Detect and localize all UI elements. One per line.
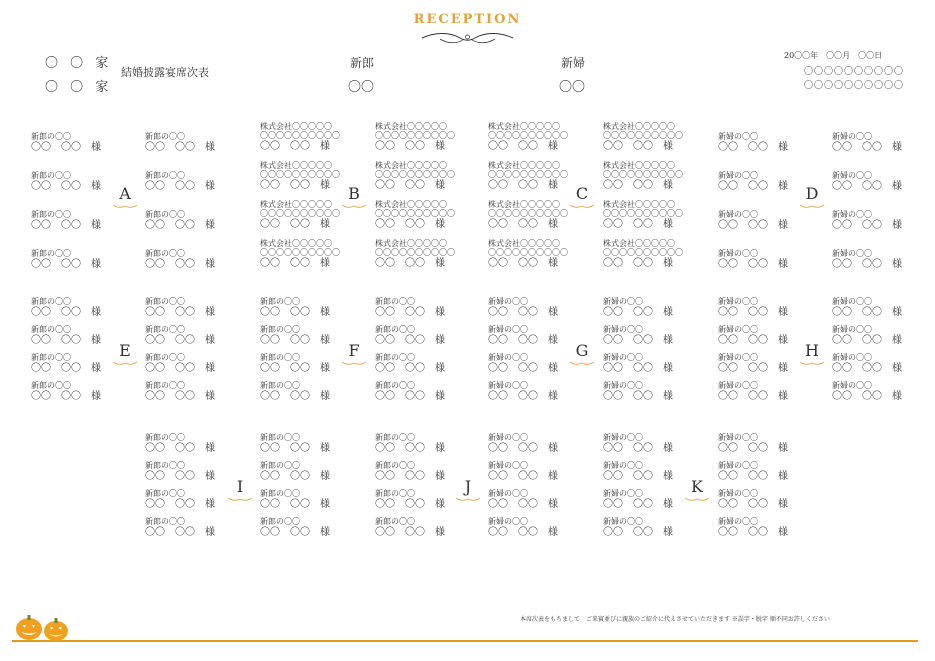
guest-relation: 新婦の〇〇 bbox=[718, 381, 758, 390]
table-label: K bbox=[691, 477, 703, 496]
flourish-ornament bbox=[420, 30, 515, 46]
guest-name: 〇〇 〇〇 様 bbox=[145, 307, 215, 318]
guest-name: 〇〇 〇〇 様 bbox=[375, 335, 445, 346]
guest-name: 〇〇 〇〇 様 bbox=[375, 141, 445, 152]
guest-entry bbox=[375, 433, 485, 455]
guest-relation: 新郎の〇〇 bbox=[260, 433, 300, 442]
guest-relation: 新郎の〇〇 bbox=[145, 353, 185, 362]
guest-entry bbox=[488, 489, 598, 511]
footer-note: 本席次表をもちまして ご来賓並びに親族のご紹介に代えさせていただきます ※誤字・脱字 順不同お許しください bbox=[520, 616, 830, 623]
guest-entry bbox=[718, 517, 828, 539]
guest-name: 〇〇 〇〇 様 bbox=[718, 259, 788, 270]
guest-relation: 新郎の〇〇 bbox=[31, 132, 71, 141]
guest-name: 〇〇 〇〇 様 bbox=[260, 499, 330, 510]
guest-entry bbox=[603, 122, 713, 153]
guest-relation: 新婦の〇〇 bbox=[603, 461, 643, 470]
guest-name: 〇〇 〇〇 様 bbox=[718, 181, 788, 192]
guest-name: 〇〇 〇〇 様 bbox=[488, 391, 558, 402]
guest-entry bbox=[375, 325, 485, 347]
guest-relation: 新婦の〇〇 bbox=[832, 249, 872, 258]
guest-relation: 株式会社〇〇〇〇〇 bbox=[603, 200, 675, 209]
guest-name: 〇〇 〇〇 様 bbox=[718, 335, 788, 346]
guest-relation: 新郎の〇〇 bbox=[260, 297, 300, 306]
guest-name: 〇〇 〇〇 様 bbox=[718, 307, 788, 318]
guest-relation: 新郎の〇〇 bbox=[260, 353, 300, 362]
guest-company-sub: 〇〇〇〇〇〇〇〇〇〇 bbox=[260, 248, 340, 257]
footer-divider bbox=[12, 640, 918, 642]
guest-name: 〇〇 〇〇 様 bbox=[488, 499, 558, 510]
guest-relation: 新婦の〇〇 bbox=[603, 381, 643, 390]
guest-company-sub: 〇〇〇〇〇〇〇〇〇〇 bbox=[260, 131, 340, 140]
guest-relation: 新婦の〇〇 bbox=[832, 297, 872, 306]
guest-entry bbox=[718, 381, 828, 403]
guest-relation: 株式会社〇〇〇〇〇 bbox=[260, 239, 332, 248]
seating-chart-title: 結婚披露宴席次表 bbox=[121, 66, 209, 79]
guest-name: 〇〇 〇〇 様 bbox=[832, 307, 902, 318]
guest-relation: 新郎の〇〇 bbox=[145, 461, 185, 470]
guest-name: 〇〇 〇〇 様 bbox=[260, 471, 330, 482]
table-ornament bbox=[684, 496, 710, 502]
guest-relation: 新郎の〇〇 bbox=[260, 517, 300, 526]
table-label: J bbox=[464, 477, 472, 496]
guest-relation: 新郎の〇〇 bbox=[31, 297, 71, 306]
table-ornament bbox=[112, 203, 138, 209]
table-label: G bbox=[575, 341, 589, 360]
guest-entry bbox=[488, 381, 598, 403]
guest-entry bbox=[145, 325, 255, 347]
guest-name: 〇〇 〇〇 様 bbox=[488, 141, 558, 152]
guest-relation: 新郎の〇〇 bbox=[31, 210, 71, 219]
guest-entry bbox=[603, 239, 713, 270]
table-ornament bbox=[799, 203, 825, 209]
guest-relation: 新婦の〇〇 bbox=[718, 249, 758, 258]
guest-relation: 新婦の〇〇 bbox=[488, 381, 528, 390]
guest-name: 〇〇 〇〇 様 bbox=[488, 307, 558, 318]
guest-name: 〇〇 〇〇 様 bbox=[603, 443, 673, 454]
guest-relation: 株式会社〇〇〇〇〇 bbox=[488, 200, 560, 209]
guest-relation: 新郎の〇〇 bbox=[375, 433, 415, 442]
guest-relation: 新郎の〇〇 bbox=[31, 381, 71, 390]
groom-label: 新郎 bbox=[350, 56, 375, 70]
guest-name: 〇〇 〇〇 様 bbox=[603, 258, 673, 269]
guest-name: 〇〇 〇〇 様 bbox=[603, 391, 673, 402]
guest-relation: 株式会社〇〇〇〇〇 bbox=[375, 239, 447, 248]
guest-name: 〇〇 〇〇 様 bbox=[718, 443, 788, 454]
guest-name: 〇〇 〇〇 様 bbox=[375, 391, 445, 402]
table-ornament bbox=[455, 496, 481, 502]
guest-name: 〇〇 〇〇 様 bbox=[832, 335, 902, 346]
guest-entry bbox=[375, 517, 485, 539]
guest-name: 〇〇 〇〇 様 bbox=[260, 335, 330, 346]
guest-name: 〇〇 〇〇 様 bbox=[832, 181, 902, 192]
guest-name: 〇〇 〇〇 様 bbox=[31, 259, 101, 270]
guest-entry bbox=[31, 249, 141, 271]
guest-name: 〇〇 〇〇 様 bbox=[488, 471, 558, 482]
family-name-1: 〇 〇 家 bbox=[45, 56, 113, 71]
guest-relation: 株式会社〇〇〇〇〇 bbox=[488, 122, 560, 131]
guest-company-sub: 〇〇〇〇〇〇〇〇〇〇 bbox=[375, 248, 455, 257]
table-label: C bbox=[575, 184, 589, 203]
table-ornament bbox=[227, 496, 253, 502]
guest-name: 〇〇 〇〇 様 bbox=[603, 180, 673, 191]
guest-relation: 株式会社〇〇〇〇〇 bbox=[260, 161, 332, 170]
guest-relation: 新郎の〇〇 bbox=[145, 132, 185, 141]
guest-relation: 株式会社〇〇〇〇〇 bbox=[488, 239, 560, 248]
guest-name: 〇〇 〇〇 様 bbox=[260, 363, 330, 374]
guest-name: 〇〇 〇〇 様 bbox=[31, 363, 101, 374]
guest-entry bbox=[145, 297, 255, 319]
guest-relation: 新郎の〇〇 bbox=[260, 461, 300, 470]
guest-name: 〇〇 〇〇 様 bbox=[603, 363, 673, 374]
guest-entry bbox=[260, 517, 370, 539]
guest-entry bbox=[488, 122, 598, 153]
guest-entry bbox=[718, 297, 828, 319]
guest-name: 〇〇 〇〇 様 bbox=[603, 219, 673, 230]
guest-entry bbox=[260, 461, 370, 483]
venue-line-2: 〇〇〇〇〇〇〇〇〇〇 bbox=[804, 81, 905, 91]
guest-entry bbox=[488, 433, 598, 455]
guest-entry bbox=[718, 433, 828, 455]
guest-entry bbox=[718, 461, 828, 483]
guest-relation: 新婦の〇〇 bbox=[718, 171, 758, 180]
guest-name: 〇〇 〇〇 様 bbox=[832, 259, 902, 270]
guest-relation: 新婦の〇〇 bbox=[488, 325, 528, 334]
guest-relation: 新婦の〇〇 bbox=[603, 353, 643, 362]
guest-name: 〇〇 〇〇 様 bbox=[31, 220, 101, 231]
guest-relation: 新婦の〇〇 bbox=[718, 353, 758, 362]
guest-name: 〇〇 〇〇 様 bbox=[375, 219, 445, 230]
guest-entry bbox=[145, 381, 255, 403]
guest-name: 〇〇 〇〇 様 bbox=[145, 391, 215, 402]
guest-name: 〇〇 〇〇 様 bbox=[375, 258, 445, 269]
guest-entry bbox=[603, 325, 713, 347]
guest-relation: 新婦の〇〇 bbox=[832, 171, 872, 180]
guest-entry bbox=[718, 132, 828, 154]
guest-name: 〇〇 〇〇 様 bbox=[260, 219, 330, 230]
guest-relation: 新郎の〇〇 bbox=[375, 353, 415, 362]
guest-name: 〇〇 〇〇 様 bbox=[145, 471, 215, 482]
guest-relation: 新婦の〇〇 bbox=[603, 325, 643, 334]
guest-relation: 新婦の〇〇 bbox=[603, 297, 643, 306]
guest-relation: 株式会社〇〇〇〇〇 bbox=[488, 161, 560, 170]
guest-company-sub: 〇〇〇〇〇〇〇〇〇〇 bbox=[488, 170, 568, 179]
guest-name: 〇〇 〇〇 様 bbox=[488, 335, 558, 346]
guest-entry bbox=[375, 200, 485, 231]
guest-relation: 新婦の〇〇 bbox=[718, 433, 758, 442]
guest-name: 〇〇 〇〇 様 bbox=[260, 391, 330, 402]
guest-name: 〇〇 〇〇 様 bbox=[718, 527, 788, 538]
guest-name: 〇〇 〇〇 様 bbox=[145, 142, 215, 153]
guest-entry bbox=[832, 353, 935, 375]
guest-entry bbox=[603, 297, 713, 319]
guest-relation: 新郎の〇〇 bbox=[145, 381, 185, 390]
guest-entry bbox=[260, 122, 370, 153]
guest-entry bbox=[260, 489, 370, 511]
guest-name: 〇〇 〇〇 様 bbox=[145, 181, 215, 192]
guest-name: 〇〇 〇〇 様 bbox=[145, 259, 215, 270]
guest-company-sub: 〇〇〇〇〇〇〇〇〇〇 bbox=[603, 248, 683, 257]
guest-entry bbox=[832, 171, 935, 193]
guest-name: 〇〇 〇〇 様 bbox=[31, 142, 101, 153]
guest-relation: 新婦の〇〇 bbox=[488, 517, 528, 526]
guest-relation: 新郎の〇〇 bbox=[260, 381, 300, 390]
guest-name: 〇〇 〇〇 様 bbox=[145, 220, 215, 231]
guest-relation: 新郎の〇〇 bbox=[375, 461, 415, 470]
guest-entry bbox=[145, 517, 255, 539]
guest-entry bbox=[145, 433, 255, 455]
guest-company-sub: 〇〇〇〇〇〇〇〇〇〇 bbox=[603, 209, 683, 218]
guest-name: 〇〇 〇〇 様 bbox=[718, 471, 788, 482]
guest-company-sub: 〇〇〇〇〇〇〇〇〇〇 bbox=[260, 209, 340, 218]
guest-entry bbox=[603, 200, 713, 231]
guest-name: 〇〇 〇〇 様 bbox=[145, 499, 215, 510]
guest-entry bbox=[260, 297, 370, 319]
guest-name: 〇〇 〇〇 様 bbox=[260, 180, 330, 191]
guest-name: 〇〇 〇〇 様 bbox=[718, 142, 788, 153]
guest-relation: 新郎の〇〇 bbox=[375, 517, 415, 526]
guest-name: 〇〇 〇〇 様 bbox=[31, 307, 101, 318]
guest-relation: 株式会社〇〇〇〇〇 bbox=[375, 200, 447, 209]
guest-name: 〇〇 〇〇 様 bbox=[832, 363, 902, 374]
guest-relation: 新郎の〇〇 bbox=[260, 325, 300, 334]
guest-company-sub: 〇〇〇〇〇〇〇〇〇〇 bbox=[375, 170, 455, 179]
guest-name: 〇〇 〇〇 様 bbox=[260, 443, 330, 454]
guest-relation: 新婦の〇〇 bbox=[832, 210, 872, 219]
guest-relation: 新婦の〇〇 bbox=[832, 132, 872, 141]
guest-name: 〇〇 〇〇 様 bbox=[375, 307, 445, 318]
table-ornament bbox=[569, 360, 595, 366]
guest-relation: 新郎の〇〇 bbox=[375, 297, 415, 306]
guest-entry bbox=[260, 433, 370, 455]
guest-relation: 新婦の〇〇 bbox=[488, 489, 528, 498]
guest-relation: 新郎の〇〇 bbox=[31, 171, 71, 180]
guest-name: 〇〇 〇〇 様 bbox=[260, 141, 330, 152]
guest-name: 〇〇 〇〇 様 bbox=[145, 443, 215, 454]
guest-name: 〇〇 〇〇 様 bbox=[832, 220, 902, 231]
guest-entry bbox=[488, 461, 598, 483]
guest-entry bbox=[375, 161, 485, 192]
guest-relation: 新郎の〇〇 bbox=[145, 171, 185, 180]
guest-company-sub: 〇〇〇〇〇〇〇〇〇〇 bbox=[603, 131, 683, 140]
guest-relation: 株式会社〇〇〇〇〇 bbox=[375, 122, 447, 131]
guest-name: 〇〇 〇〇 様 bbox=[375, 527, 445, 538]
guest-entry bbox=[488, 239, 598, 270]
guest-relation: 株式会社〇〇〇〇〇 bbox=[603, 239, 675, 248]
bride-label: 新婦 bbox=[561, 56, 586, 70]
guest-entry bbox=[832, 325, 935, 347]
guest-name: 〇〇 〇〇 様 bbox=[488, 527, 558, 538]
guest-relation: 株式会社〇〇〇〇〇 bbox=[375, 161, 447, 170]
guest-name: 〇〇 〇〇 様 bbox=[375, 443, 445, 454]
guest-name: 〇〇 〇〇 様 bbox=[260, 307, 330, 318]
guest-name: 〇〇 〇〇 様 bbox=[603, 335, 673, 346]
guest-name: 〇〇 〇〇 様 bbox=[260, 258, 330, 269]
guest-name: 〇〇 〇〇 様 bbox=[375, 363, 445, 374]
guest-entry bbox=[375, 381, 485, 403]
guest-entry bbox=[603, 381, 713, 403]
table-ornament bbox=[341, 203, 367, 209]
guest-entry bbox=[145, 353, 255, 375]
table-label: B bbox=[348, 184, 360, 203]
guest-entry bbox=[260, 239, 370, 270]
pumpkin-icon bbox=[15, 612, 71, 642]
guest-entry bbox=[832, 132, 935, 154]
guest-entry bbox=[832, 297, 935, 319]
guest-relation: 新婦の〇〇 bbox=[718, 210, 758, 219]
groom-name: 〇〇 bbox=[348, 80, 375, 95]
guest-entry bbox=[718, 489, 828, 511]
table-label: E bbox=[119, 341, 131, 360]
guest-entry bbox=[488, 297, 598, 319]
guest-name: 〇〇 〇〇 様 bbox=[488, 180, 558, 191]
bride-name: 〇〇 bbox=[559, 80, 586, 95]
guest-relation: 株式会社〇〇〇〇〇 bbox=[603, 161, 675, 170]
guest-name: 〇〇 〇〇 様 bbox=[488, 363, 558, 374]
guest-relation: 新婦の〇〇 bbox=[718, 325, 758, 334]
table-ornament bbox=[341, 360, 367, 366]
guest-relation: 新郎の〇〇 bbox=[145, 249, 185, 258]
guest-name: 〇〇 〇〇 様 bbox=[603, 141, 673, 152]
guest-relation: 新婦の〇〇 bbox=[718, 461, 758, 470]
guest-name: 〇〇 〇〇 様 bbox=[603, 527, 673, 538]
guest-relation: 新婦の〇〇 bbox=[718, 132, 758, 141]
guest-company-sub: 〇〇〇〇〇〇〇〇〇〇 bbox=[375, 209, 455, 218]
guest-relation: 新婦の〇〇 bbox=[832, 381, 872, 390]
guest-name: 〇〇 〇〇 様 bbox=[718, 220, 788, 231]
guest-relation: 株式会社〇〇〇〇〇 bbox=[260, 122, 332, 131]
guest-relation: 新婦の〇〇 bbox=[488, 433, 528, 442]
guest-name: 〇〇 〇〇 様 bbox=[145, 527, 215, 538]
guest-name: 〇〇 〇〇 様 bbox=[832, 391, 902, 402]
guest-relation: 新婦の〇〇 bbox=[603, 489, 643, 498]
guest-entry bbox=[145, 249, 255, 271]
table-ornament bbox=[569, 203, 595, 209]
guest-company-sub: 〇〇〇〇〇〇〇〇〇〇 bbox=[488, 131, 568, 140]
guest-name: 〇〇 〇〇 様 bbox=[603, 499, 673, 510]
guest-entry bbox=[603, 517, 713, 539]
guest-entry bbox=[145, 210, 255, 232]
guest-relation: 新郎の〇〇 bbox=[375, 325, 415, 334]
guest-relation: 新婦の〇〇 bbox=[832, 325, 872, 334]
guest-entry bbox=[375, 239, 485, 270]
table-label: A bbox=[119, 184, 131, 203]
guest-name: 〇〇 〇〇 様 bbox=[718, 499, 788, 510]
guest-entry bbox=[718, 210, 828, 232]
table-label: F bbox=[348, 341, 360, 360]
guest-relation: 新郎の〇〇 bbox=[260, 489, 300, 498]
guest-entry bbox=[31, 297, 141, 319]
guest-relation: 新婦の〇〇 bbox=[603, 517, 643, 526]
guest-name: 〇〇 〇〇 様 bbox=[145, 335, 215, 346]
guest-entry bbox=[832, 249, 935, 271]
guest-entry bbox=[31, 210, 141, 232]
guest-relation: 新郎の〇〇 bbox=[145, 433, 185, 442]
guest-relation: 新婦の〇〇 bbox=[718, 297, 758, 306]
guest-company-sub: 〇〇〇〇〇〇〇〇〇〇 bbox=[488, 248, 568, 257]
guest-relation: 新郎の〇〇 bbox=[375, 381, 415, 390]
guest-entry bbox=[375, 122, 485, 153]
guest-entry bbox=[832, 210, 935, 232]
guest-name: 〇〇 〇〇 様 bbox=[260, 527, 330, 538]
table-label: D bbox=[805, 184, 819, 203]
guest-entry bbox=[603, 433, 713, 455]
guest-name: 〇〇 〇〇 様 bbox=[31, 181, 101, 192]
guest-relation: 新郎の〇〇 bbox=[145, 297, 185, 306]
venue-line-1: 〇〇〇〇〇〇〇〇〇〇 bbox=[804, 67, 905, 77]
guest-entry bbox=[375, 353, 485, 375]
guest-relation: 新郎の〇〇 bbox=[31, 353, 71, 362]
guest-relation: 新郎の〇〇 bbox=[145, 489, 185, 498]
guest-name: 〇〇 〇〇 様 bbox=[603, 471, 673, 482]
guest-company-sub: 〇〇〇〇〇〇〇〇〇〇 bbox=[375, 131, 455, 140]
guest-name: 〇〇 〇〇 様 bbox=[145, 363, 215, 374]
family-name-2: 〇 〇 家 bbox=[45, 80, 113, 95]
page-title: RECEPTION bbox=[413, 12, 522, 27]
guest-entry bbox=[603, 161, 713, 192]
guest-name: 〇〇 〇〇 様 bbox=[718, 391, 788, 402]
guest-relation: 新婦の〇〇 bbox=[603, 433, 643, 442]
table-label: H bbox=[805, 341, 819, 360]
guest-entry bbox=[31, 132, 141, 154]
guest-relation: 株式会社〇〇〇〇〇 bbox=[260, 200, 332, 209]
guest-relation: 新郎の〇〇 bbox=[145, 210, 185, 219]
guest-name: 〇〇 〇〇 様 bbox=[832, 142, 902, 153]
guest-relation: 新婦の〇〇 bbox=[488, 297, 528, 306]
guest-relation: 新郎の〇〇 bbox=[31, 249, 71, 258]
guest-name: 〇〇 〇〇 様 bbox=[31, 391, 101, 402]
guest-relation: 新婦の〇〇 bbox=[488, 353, 528, 362]
guest-name: 〇〇 〇〇 様 bbox=[488, 219, 558, 230]
guest-name: 〇〇 〇〇 様 bbox=[375, 471, 445, 482]
table-ornament bbox=[799, 360, 825, 366]
guest-entry bbox=[145, 171, 255, 193]
wedding-date: 20〇〇年 〇〇月 〇〇日 bbox=[784, 51, 883, 60]
guest-company-sub: 〇〇〇〇〇〇〇〇〇〇 bbox=[260, 170, 340, 179]
guest-entry bbox=[603, 353, 713, 375]
guest-company-sub: 〇〇〇〇〇〇〇〇〇〇 bbox=[488, 209, 568, 218]
guest-relation: 新郎の〇〇 bbox=[375, 489, 415, 498]
guest-relation: 新郎の〇〇 bbox=[145, 517, 185, 526]
table-ornament bbox=[112, 360, 138, 366]
guest-relation: 新婦の〇〇 bbox=[832, 353, 872, 362]
guest-entry bbox=[31, 381, 141, 403]
guest-relation: 新郎の〇〇 bbox=[31, 325, 71, 334]
guest-name: 〇〇 〇〇 様 bbox=[603, 307, 673, 318]
guest-entry bbox=[375, 297, 485, 319]
guest-entry bbox=[488, 517, 598, 539]
guest-company-sub: 〇〇〇〇〇〇〇〇〇〇 bbox=[603, 170, 683, 179]
guest-relation: 新郎の〇〇 bbox=[145, 325, 185, 334]
guest-name: 〇〇 〇〇 様 bbox=[488, 258, 558, 269]
guest-entry bbox=[718, 249, 828, 271]
guest-entry bbox=[260, 381, 370, 403]
guest-relation: 新婦の〇〇 bbox=[488, 461, 528, 470]
guest-relation: 株式会社〇〇〇〇〇 bbox=[603, 122, 675, 131]
guest-relation: 新婦の〇〇 bbox=[718, 489, 758, 498]
guest-name: 〇〇 〇〇 様 bbox=[718, 363, 788, 374]
guest-entry bbox=[145, 132, 255, 154]
guest-name: 〇〇 〇〇 様 bbox=[375, 499, 445, 510]
guest-name: 〇〇 〇〇 様 bbox=[31, 335, 101, 346]
guest-name: 〇〇 〇〇 様 bbox=[375, 180, 445, 191]
guest-entry bbox=[832, 381, 935, 403]
table-label: I bbox=[236, 477, 244, 496]
guest-relation: 新婦の〇〇 bbox=[718, 517, 758, 526]
guest-name: 〇〇 〇〇 様 bbox=[488, 443, 558, 454]
